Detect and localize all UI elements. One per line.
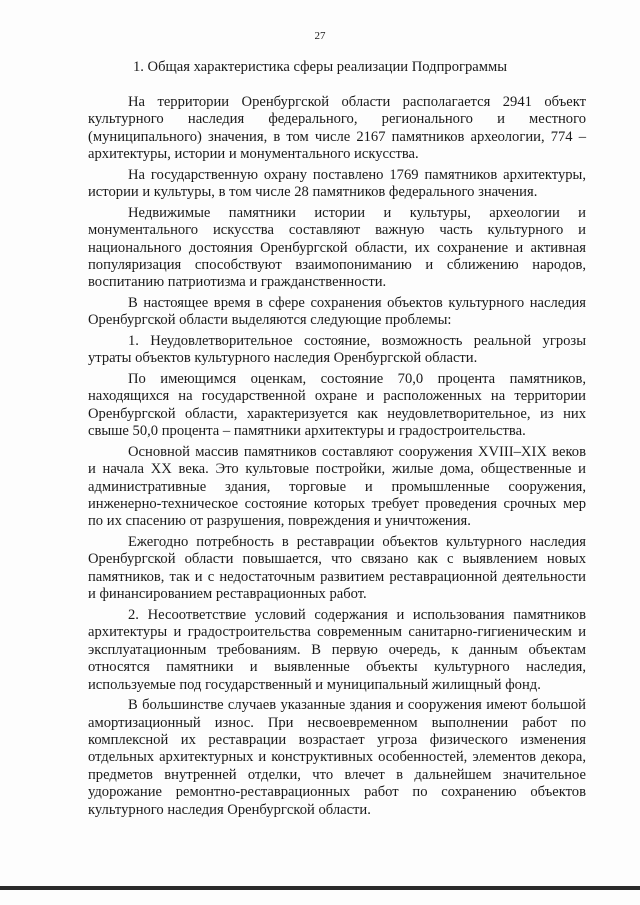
paragraph: По имеющимся оценкам, состояние 70,0 процента памятников, находящихся на государственной охране и расположенных на территории Оренбургской области, характеризуется как неудовлетворительное, из них свыше 50,0 процента – памятники архитектуры и градостроительства.: [88, 371, 586, 440]
paragraph: Ежегодно потребность в реставрации объектов культурного наследия Оренбургской области повышается, что связано как с выявлением новых памятников, так и с недостаточным развитием реставрационной деятельности и финансированием реставрационных работ.: [88, 534, 586, 603]
paragraph: 2. Несоответствие условий содержания и использования памятников архитектуры и градостроительства современным санитарно-гигиеническим и эксплуатационным требованиям. В первую очередь, к данным объектам относятся памятники и выявленные объекты культурного наследия, используемые под государственный и муниципальный жилищный фонд.: [88, 606, 586, 693]
paragraph: Основной массив памятников составляют сооружения XVIII–XIX веков и начала XX века. Это культовые постройки, жилые дома, общественные и административные здания, торговые и промышленные сооружения, инженерно-техническое состояние которых требует проведения срочных мер по их спасению от разрушения, повреждения и уничтожения.: [88, 443, 586, 530]
paragraph: Недвижимые памятники истории и культуры, археологии и монументального искусства составляют важную часть культурного и национального достояния Оренбургской области, их сохранение и активная популяризация способствуют взаимопониманию и сближению народов, воспитанию патриотизма и гражданственности.: [88, 204, 586, 291]
section-heading: 1. Общая характеристика сферы реализации Подпрограммы: [132, 59, 508, 75]
paragraph: В настоящее время в сфере сохранения объектов культурного наследия Оренбургской области выделяются следующие проблемы:: [88, 295, 586, 329]
paragraph: На территории Оренбургской области располагается 2941 объект культурного наследия федерального, регионального и местного (муниципального) значения, в том числе 2167 памятников археологии, 774 – архитектуры, истории и монументального искусства.: [88, 94, 586, 163]
scan-edge-divider: [0, 886, 640, 890]
paragraph: 1. Неудовлетворительное состояние, возможность реальной угрозы утраты объектов культурного наследия Оренбургской области.: [88, 333, 586, 367]
body-text: [88, 94, 586, 822]
paragraph: На государственную охрану поставлено 1769 памятников архитектуры, истории и культуры, в том числе 28 памятников федерального значения.: [88, 166, 586, 201]
page-number: 27: [314, 30, 326, 42]
paragraph: В большинстве случаев указанные здания и сооружения имеют большой амортизационный износ. При несвоевременном выполнении работ по комплексной их реставрации возрастает угроза физического изменения отдельных архитектурных и конструктивных особенностей, элементов декора, предметов внутренней отделки, что влечет в дальнейшем значительное удорожание ремонтно-реставрационных работ по сохранению объектов культурного наследия Оренбургской области.: [88, 697, 586, 818]
